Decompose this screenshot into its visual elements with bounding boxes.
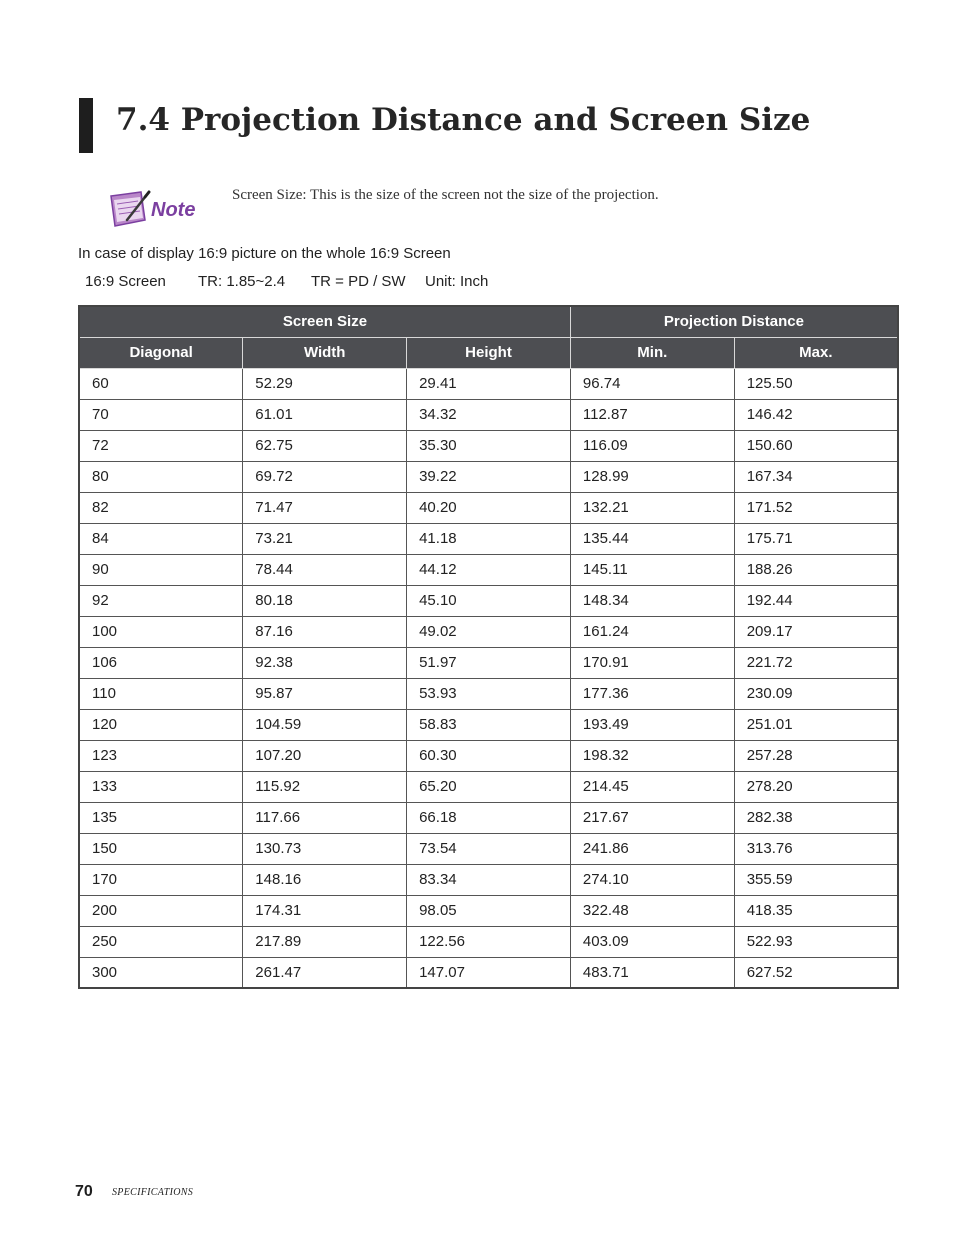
- table-row: [79, 957, 898, 988]
- table-cell: 209.17: [734, 616, 898, 647]
- table-cell: 104.59: [243, 709, 407, 740]
- table-cell: 170: [79, 864, 243, 895]
- table-cell: 171.52: [734, 492, 898, 523]
- table-cell: 217.89: [243, 926, 407, 957]
- table-cell: 60.30: [407, 740, 571, 771]
- table-cell: 188.26: [734, 554, 898, 585]
- table-row: [79, 771, 898, 802]
- table-cell: 52.29: [243, 368, 407, 399]
- table-cell: 110: [79, 678, 243, 709]
- table-cell: 282.38: [734, 802, 898, 833]
- table-cell: 82: [79, 492, 243, 523]
- table-cell: 69.72: [243, 461, 407, 492]
- table-row: [79, 709, 898, 740]
- table-row: [79, 647, 898, 678]
- table-cell: 123: [79, 740, 243, 771]
- table-cell: 145.11: [570, 554, 734, 585]
- table-cell: 274.10: [570, 864, 734, 895]
- table-cell: 117.66: [243, 802, 407, 833]
- table-cell: 174.31: [243, 895, 407, 926]
- table-cell: 300: [79, 957, 243, 988]
- table-cell: 167.34: [734, 461, 898, 492]
- table-cell: 100: [79, 616, 243, 647]
- table-cell: 112.87: [570, 399, 734, 430]
- table-cell: 193.49: [570, 709, 734, 740]
- table-cell: 83.34: [407, 864, 571, 895]
- column-header-min: Min.: [570, 337, 734, 368]
- table-cell: 122.56: [407, 926, 571, 957]
- table-cell: 53.93: [407, 678, 571, 709]
- table-row: [79, 430, 898, 461]
- table-cell: 170.91: [570, 647, 734, 678]
- table-cell: 51.97: [407, 647, 571, 678]
- projection-distance-table: [78, 305, 899, 989]
- table-cell: 147.07: [407, 957, 571, 988]
- table-cell: 403.09: [570, 926, 734, 957]
- table-cell: 322.48: [570, 895, 734, 926]
- table-cell: 115.92: [243, 771, 407, 802]
- table-cell: 161.24: [570, 616, 734, 647]
- table-cell: 120: [79, 709, 243, 740]
- table-cell: 278.20: [734, 771, 898, 802]
- column-header-diagonal: Diagonal: [79, 337, 243, 368]
- table-cell: 80: [79, 461, 243, 492]
- table-cell: 230.09: [734, 678, 898, 709]
- table-cell: 73.21: [243, 523, 407, 554]
- table-cell: 128.99: [570, 461, 734, 492]
- table-cell: 261.47: [243, 957, 407, 988]
- table-cell: 62.75: [243, 430, 407, 461]
- table-row: [79, 864, 898, 895]
- table-cell: 132.21: [570, 492, 734, 523]
- table-cell: 39.22: [407, 461, 571, 492]
- table-cell: 135.44: [570, 523, 734, 554]
- table-cell: 40.20: [407, 492, 571, 523]
- table-row: [79, 461, 898, 492]
- table-cell: 45.10: [407, 585, 571, 616]
- table-cell: 92.38: [243, 647, 407, 678]
- table-cell: 198.32: [570, 740, 734, 771]
- spec-throw-ratio: TR: 1.85~2.4: [198, 273, 286, 290]
- note-text: Screen Size: This is the size of the screen not the size of the projection.: [232, 187, 659, 203]
- table-row: [79, 802, 898, 833]
- table-cell: 221.72: [734, 647, 898, 678]
- table-cell: 107.20: [243, 740, 407, 771]
- spec-unit: Unit: Inch: [425, 273, 489, 290]
- group-header-projection-distance: Projection Distance: [570, 306, 898, 337]
- table-cell: 177.36: [570, 678, 734, 709]
- page-title: 7.4 Projection Distance and Screen Size: [116, 102, 811, 138]
- table-column-header-row: [79, 337, 898, 368]
- table-row: [79, 616, 898, 647]
- table-cell: 95.87: [243, 678, 407, 709]
- table-cell: 60: [79, 368, 243, 399]
- table-cell: 133: [79, 771, 243, 802]
- intro-text: In case of display 16:9 picture on the whole 16:9 Screen: [78, 245, 451, 262]
- specs-line: [85, 272, 488, 292]
- table-cell: 70: [79, 399, 243, 430]
- table-cell: 148.16: [243, 864, 407, 895]
- table-cell: 61.01: [243, 399, 407, 430]
- heading-accent-bar: [79, 98, 93, 153]
- table-cell: 90: [79, 554, 243, 585]
- note-icon-label: Note: [151, 199, 196, 221]
- table-cell: 98.05: [407, 895, 571, 926]
- table-cell: 35.30: [407, 430, 571, 461]
- table-cell: 148.34: [570, 585, 734, 616]
- spec-formula: TR = PD / SW: [311, 273, 406, 290]
- table-row: [79, 368, 898, 399]
- table-cell: 34.32: [407, 399, 571, 430]
- table-cell: 150.60: [734, 430, 898, 461]
- table-cell: 58.83: [407, 709, 571, 740]
- table-cell: 66.18: [407, 802, 571, 833]
- table-cell: 73.54: [407, 833, 571, 864]
- table-cell: 241.86: [570, 833, 734, 864]
- table-cell: 87.16: [243, 616, 407, 647]
- table-cell: 251.01: [734, 709, 898, 740]
- note-pencil-icon: [105, 188, 201, 234]
- table-cell: 49.02: [407, 616, 571, 647]
- table-cell: 200: [79, 895, 243, 926]
- table-cell: 192.44: [734, 585, 898, 616]
- table-row: [79, 492, 898, 523]
- table-cell: 355.59: [734, 864, 898, 895]
- table-cell: 217.67: [570, 802, 734, 833]
- table-cell: 78.44: [243, 554, 407, 585]
- table-row: [79, 895, 898, 926]
- footer-section-name: SPECIFICATIONS: [112, 1187, 194, 1198]
- table-cell: 29.41: [407, 368, 571, 399]
- table-row: [79, 926, 898, 957]
- table-cell: 214.45: [570, 771, 734, 802]
- table-cell: 130.73: [243, 833, 407, 864]
- table-cell: 44.12: [407, 554, 571, 585]
- table-cell: 72: [79, 430, 243, 461]
- table-row: [79, 740, 898, 771]
- table-cell: 150: [79, 833, 243, 864]
- column-header-width: Width: [243, 337, 407, 368]
- table-cell: 418.35: [734, 895, 898, 926]
- table-cell: 135: [79, 802, 243, 833]
- column-header-max: Max.: [734, 337, 898, 368]
- table-row: [79, 523, 898, 554]
- table-cell: 522.93: [734, 926, 898, 957]
- spec-screen: 16:9 Screen: [85, 273, 166, 290]
- group-header-screen-size: Screen Size: [79, 306, 570, 337]
- table-cell: 627.52: [734, 957, 898, 988]
- table-cell: 84: [79, 523, 243, 554]
- table-row: [79, 833, 898, 864]
- table-cell: 96.74: [570, 368, 734, 399]
- table-cell: 257.28: [734, 740, 898, 771]
- column-header-height: Height: [407, 337, 571, 368]
- table-group-header-row: [79, 306, 898, 337]
- table-cell: 313.76: [734, 833, 898, 864]
- table-cell: 125.50: [734, 368, 898, 399]
- table-cell: 175.71: [734, 523, 898, 554]
- table-cell: 116.09: [570, 430, 734, 461]
- table-cell: 146.42: [734, 399, 898, 430]
- table-cell: 92: [79, 585, 243, 616]
- table-cell: 41.18: [407, 523, 571, 554]
- page-number: 70: [75, 1183, 93, 1200]
- table-row: [79, 585, 898, 616]
- table-body: [79, 368, 898, 988]
- table-cell: 250: [79, 926, 243, 957]
- table-cell: 65.20: [407, 771, 571, 802]
- table-cell: 71.47: [243, 492, 407, 523]
- table-row: [79, 399, 898, 430]
- table-row: [79, 678, 898, 709]
- table-cell: 80.18: [243, 585, 407, 616]
- table-row: [79, 554, 898, 585]
- table-cell: 106: [79, 647, 243, 678]
- table-cell: 483.71: [570, 957, 734, 988]
